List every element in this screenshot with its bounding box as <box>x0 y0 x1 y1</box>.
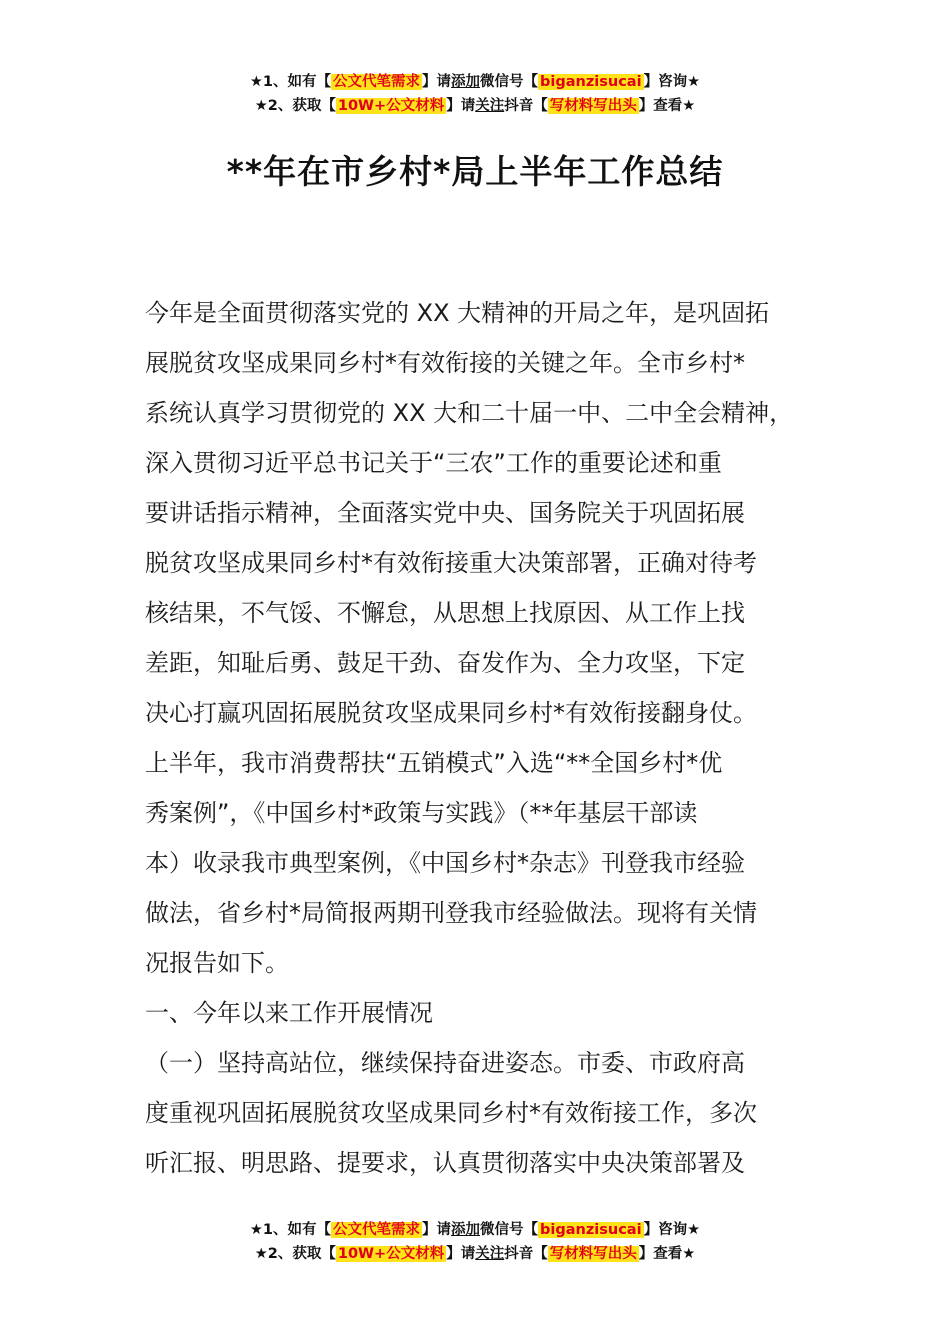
body-line: 上半年，我市消费帮扶“五销模式”入选“**全国乡村*优 <box>145 749 723 777</box>
promo-line-2 <box>0 94 950 118</box>
body-line: （一）坚持高站位，继续保持奋进姿态。市委、市政府高 <box>145 1049 745 1077</box>
promo-banner-top <box>0 70 950 118</box>
document-body <box>145 288 845 1188</box>
section-heading: 一、今年以来工作开展情况 <box>145 999 433 1027</box>
promo-highlight: biganzisucai <box>540 74 642 90</box>
promo-line-2 <box>0 1242 950 1266</box>
body-line: 做法，省乡村*局简报两期刊登我市经验做法。现将有关情 <box>145 899 757 927</box>
body-line: 核结果，不气馁、不懈怠，从思想上找原因、从工作上找 <box>145 599 745 627</box>
promo-highlight: 写材料写出头 <box>549 1246 637 1262</box>
body-line: 听汇报、明思路、提要求，认真贯彻落实中央决策部署及 <box>145 1149 745 1177</box>
body-line: 深入贯彻习近平总书记关于“三农”工作的重要论述和重 <box>145 449 722 477</box>
body-line: 要讲话指示精神，全面落实党中央、国务院关于巩固拓展 <box>145 499 745 527</box>
promo-text: 微信号【 <box>480 1222 539 1238</box>
body-line: 秀案例”，《中国乡村*政策与实践》（**年基层干部读 <box>145 799 698 827</box>
promo-text: 抖音【 <box>504 1246 548 1262</box>
promo-highlight: 10W+公文材料 <box>337 1246 445 1262</box>
promo-highlight: 公文代笔需求 <box>333 1222 421 1238</box>
promo-highlight: 10W+公文材料 <box>337 98 445 114</box>
promo-text: ★1、如有【 <box>249 1222 332 1238</box>
promo-underline: 关注 <box>475 98 505 114</box>
promo-underline: 关注 <box>475 1246 505 1262</box>
promo-text: 】请 <box>446 98 476 114</box>
body-line: 况报告如下。 <box>145 949 289 977</box>
body-line: 系统认真学习贯彻党的 XX 大和二十届一中、二中全会精神， <box>145 399 794 427</box>
promo-text: 微信号【 <box>480 74 539 90</box>
promo-text: 】请 <box>422 74 452 90</box>
promo-text: 】请 <box>422 1222 452 1238</box>
promo-banner-bottom <box>0 1218 950 1266</box>
promo-highlight: 写材料写出头 <box>549 98 637 114</box>
promo-text: ★1、如有【 <box>249 74 332 90</box>
body-line: 度重视巩固拓展脱贫攻坚成果同乡村*有效衔接工作，多次 <box>145 1099 757 1127</box>
promo-text: 】咨询★ <box>643 1222 701 1238</box>
promo-text: ★2、获取【 <box>254 98 336 114</box>
promo-text: 抖音【 <box>504 98 548 114</box>
document-title: **年在市乡村*局上半年工作总结 <box>226 152 724 191</box>
body-line: 差距，知耻后勇、鼓足干劲、奋发作为、全力攻坚，下定 <box>145 649 745 677</box>
promo-line-1 <box>0 70 950 94</box>
promo-underline: 添加 <box>451 74 481 90</box>
promo-highlight: biganzisucai <box>540 1222 642 1238</box>
promo-text: 】查看★ <box>638 98 696 114</box>
body-line: 今年是全面贯彻落实党的 XX 大精神的开局之年，是巩固拓 <box>145 299 770 327</box>
promo-line-1 <box>0 1218 950 1242</box>
body-line: 决心打赢巩固拓展脱贫攻坚成果同乡村*有效衔接翻身仗。 <box>145 699 757 727</box>
promo-text: 】咨询★ <box>643 74 701 90</box>
promo-text: 】请 <box>446 1246 476 1262</box>
promo-underline: 添加 <box>451 1222 481 1238</box>
body-line: 本）收录我市典型案例，《中国乡村*杂志》刊登我市经验 <box>145 849 745 877</box>
body-line: 脱贫攻坚成果同乡村*有效衔接重大决策部署，正确对待考 <box>145 549 757 577</box>
body-line: 展脱贫攻坚成果同乡村*有效衔接的关键之年。全市乡村* <box>145 349 745 377</box>
promo-text: 】查看★ <box>638 1246 696 1262</box>
promo-highlight: 公文代笔需求 <box>333 74 421 90</box>
promo-text: ★2、获取【 <box>254 1246 336 1262</box>
